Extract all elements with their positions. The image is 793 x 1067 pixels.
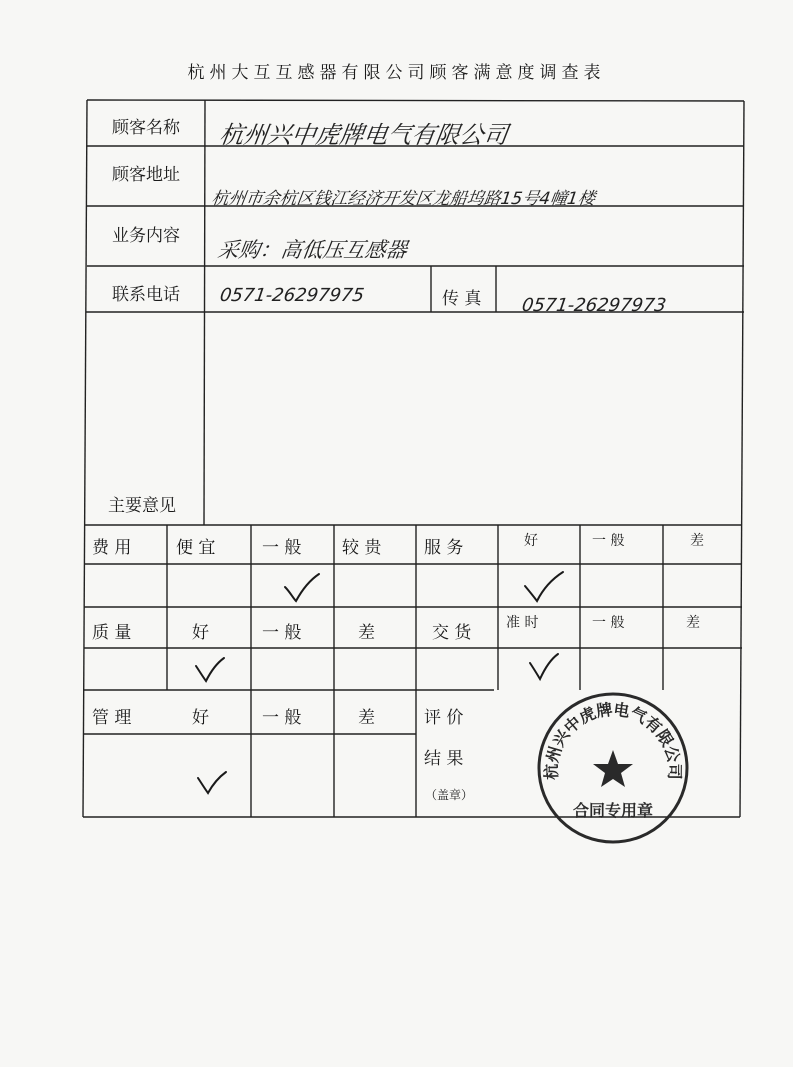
management-good-checkmark-icon[interactable] <box>196 770 228 796</box>
delivery-label: 交 货 <box>432 623 472 643</box>
main-opinion-label: 主要意见 <box>108 496 176 516</box>
cost-average-checkmark-icon[interactable] <box>282 572 322 604</box>
seal-ring-text: 杭州兴中虎牌电气有限公司 <box>541 699 685 780</box>
seal-bottom-text: 合同专用章 <box>572 801 654 820</box>
service-option-poor: 差 <box>690 533 704 549</box>
service-good-checkmark-icon[interactable] <box>522 570 566 604</box>
delivery-option-on-time: 准 时 <box>506 615 539 631</box>
page-title: 杭州大互互感器有限公司顾客满意度调查表 <box>187 63 606 83</box>
service-option-good: 好 <box>524 533 538 549</box>
management-label: 管 理 <box>92 708 132 728</box>
seal-star-icon <box>593 750 633 787</box>
business-content-label: 业务内容 <box>112 226 180 246</box>
business-content-value[interactable]: 采购：高低压互感器 <box>216 238 409 262</box>
phone-label: 联系电话 <box>112 285 180 305</box>
service-option-average: 一 般 <box>592 533 625 549</box>
evaluation-label: 评 价 <box>424 708 464 728</box>
customer-name-label: 顾客名称 <box>112 118 180 138</box>
fax-label: 传 真 <box>442 289 482 309</box>
quality-label: 质 量 <box>92 623 132 643</box>
cost-option-cheap: 便 宜 <box>176 538 216 558</box>
seal-note-label: （盖章） <box>425 788 474 802</box>
quality-good-checkmark-icon[interactable] <box>194 656 226 684</box>
management-option-good: 好 <box>192 708 209 728</box>
cost-option-expensive: 较 贵 <box>342 538 382 558</box>
phone-value[interactable]: 0571-26297975 <box>218 285 366 306</box>
customer-address-label: 顾客地址 <box>112 165 180 185</box>
delivery-option-average: 一 般 <box>592 615 625 631</box>
cost-option-average: 一 般 <box>262 538 302 558</box>
service-label: 服 务 <box>424 538 464 558</box>
quality-option-good: 好 <box>192 623 209 643</box>
management-option-average: 一 般 <box>262 708 302 728</box>
result-label: 结 果 <box>424 749 464 769</box>
delivery-option-poor: 差 <box>686 615 700 631</box>
management-option-poor: 差 <box>358 708 375 728</box>
delivery-on-time-checkmark-icon[interactable] <box>528 652 560 682</box>
cost-label: 费 用 <box>92 538 132 558</box>
quality-option-poor: 差 <box>358 623 375 643</box>
company-seal-stamp <box>533 688 693 848</box>
fax-value[interactable]: 0571-26297973 <box>520 295 668 316</box>
customer-address-value[interactable]: 杭州市余杭区钱江经济开发区龙船坞路15号4幢1楼 <box>210 189 597 209</box>
quality-option-average: 一 般 <box>262 623 302 643</box>
customer-name-value[interactable]: 杭州兴中虎牌电气有限公司 <box>217 121 510 149</box>
